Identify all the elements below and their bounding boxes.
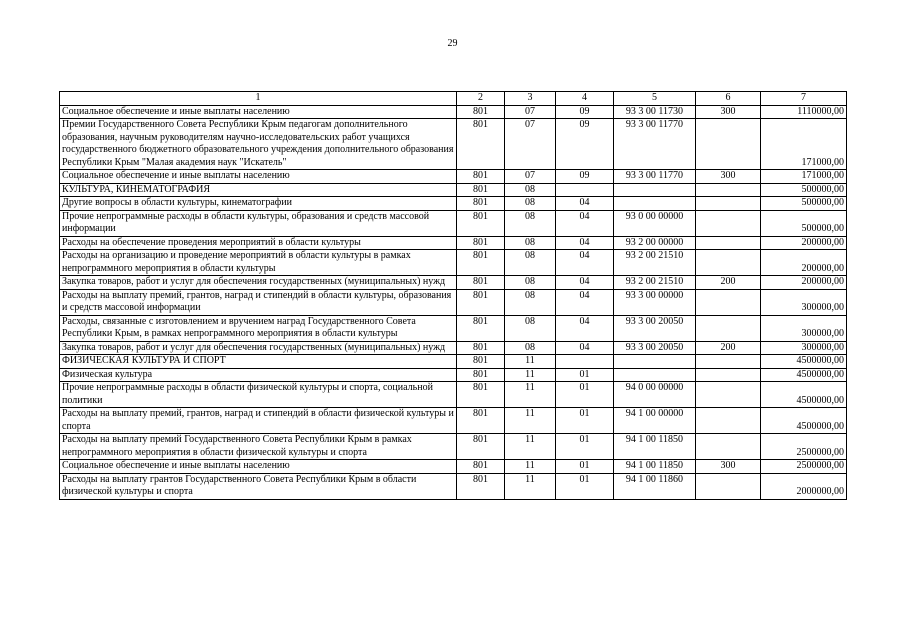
row-description: Расходы на выплату грантов Государственного Совета Республики Крым в области физической культуры и спорта [60, 473, 457, 499]
row-target-article [614, 183, 696, 197]
row-ministry-code: 801 [457, 355, 505, 369]
row-expense-type [696, 210, 761, 236]
table-row [60, 105, 847, 119]
row-target-article [614, 355, 696, 369]
row-expense-type [696, 236, 761, 250]
row-subsection-code: 04 [556, 341, 614, 355]
row-target-article [614, 197, 696, 211]
row-amount: 200000,00 [761, 236, 847, 250]
header-col-3: 3 [505, 92, 556, 106]
table-row [60, 210, 847, 236]
row-section-code: 08 [505, 250, 556, 276]
row-section-code: 11 [505, 355, 556, 369]
row-description: Расходы на выплату премий, грантов, наград и стипендий в области физической культуры и спорта [60, 408, 457, 434]
row-expense-type [696, 355, 761, 369]
row-subsection-code [556, 183, 614, 197]
row-subsection-code: 01 [556, 382, 614, 408]
budget-table [59, 91, 847, 500]
row-target-article: 94 1 00 11860 [614, 473, 696, 499]
row-subsection-code: 09 [556, 119, 614, 170]
row-section-code: 11 [505, 408, 556, 434]
row-description: Прочие непрограммные расходы в области культуры, образования и средств массовой информации [60, 210, 457, 236]
row-subsection-code: 04 [556, 197, 614, 211]
header-col-2: 2 [457, 92, 505, 106]
row-amount: 2500000,00 [761, 460, 847, 474]
row-description: КУЛЬТУРА, КИНЕМАТОГРАФИЯ [60, 183, 457, 197]
row-amount: 4500000,00 [761, 408, 847, 434]
row-ministry-code: 801 [457, 368, 505, 382]
row-description: Закупка товаров, работ и услуг для обеспечения государственных (муниципальных) нужд [60, 276, 457, 290]
row-amount: 1110000,00 [761, 105, 847, 119]
row-ministry-code: 801 [457, 382, 505, 408]
row-amount: 300000,00 [761, 289, 847, 315]
row-target-article: 93 3 00 11770 [614, 119, 696, 170]
row-subsection-code: 01 [556, 408, 614, 434]
row-target-article: 93 3 00 11770 [614, 170, 696, 184]
row-amount: 200000,00 [761, 250, 847, 276]
row-amount: 300000,00 [761, 315, 847, 341]
row-ministry-code: 801 [457, 341, 505, 355]
table-row [60, 119, 847, 170]
header-col-4: 4 [556, 92, 614, 106]
row-expense-type [696, 368, 761, 382]
page-number: 29 [447, 38, 458, 49]
row-expense-type [696, 382, 761, 408]
row-target-article: 93 2 00 00000 [614, 236, 696, 250]
header-col-6: 6 [696, 92, 761, 106]
row-amount: 2500000,00 [761, 434, 847, 460]
row-ministry-code: 801 [457, 408, 505, 434]
header-col-1: 1 [60, 92, 457, 106]
row-expense-type [696, 119, 761, 170]
row-section-code: 11 [505, 382, 556, 408]
row-section-code: 08 [505, 183, 556, 197]
table-row [60, 408, 847, 434]
row-target-article: 93 2 00 21510 [614, 250, 696, 276]
row-expense-type: 300 [696, 105, 761, 119]
row-subsection-code: 01 [556, 473, 614, 499]
row-subsection-code: 09 [556, 170, 614, 184]
row-description: Премии Государственного Совета Республики Крым педагогам дополнительного образования, научным руководителям научно-исследовательских работ учащихся государственного бюджетного образовательного учреждения дополнительного образования Республики Крым "Малая академия наук "Искатель" [60, 119, 457, 170]
row-description: Расходы на обеспечение проведения мероприятий в области культуры [60, 236, 457, 250]
row-section-code: 11 [505, 460, 556, 474]
row-amount: 300000,00 [761, 341, 847, 355]
row-subsection-code: 04 [556, 315, 614, 341]
row-target-article: 93 3 00 20050 [614, 341, 696, 355]
row-description: Закупка товаров, работ и услуг для обеспечения государственных (муниципальных) нужд [60, 341, 457, 355]
row-description: Прочие непрограммные расходы в области физической культуры и спорта, социальной политики [60, 382, 457, 408]
row-amount: 500000,00 [761, 197, 847, 211]
row-description: Расходы на организацию и проведение мероприятий в области культуры в рамках непрограммного мероприятия в области культуры [60, 250, 457, 276]
row-target-article: 94 1 00 11850 [614, 460, 696, 474]
header-col-5: 5 [614, 92, 696, 106]
row-ministry-code: 801 [457, 105, 505, 119]
row-amount: 171000,00 [761, 119, 847, 170]
row-expense-type [696, 434, 761, 460]
row-ministry-code: 801 [457, 250, 505, 276]
row-target-article: 93 3 00 11730 [614, 105, 696, 119]
table-row [60, 289, 847, 315]
row-expense-type [696, 183, 761, 197]
row-description: ФИЗИЧЕСКАЯ КУЛЬТУРА И СПОРТ [60, 355, 457, 369]
row-expense-type [696, 473, 761, 499]
row-expense-type: 200 [696, 276, 761, 290]
row-subsection-code: 04 [556, 250, 614, 276]
row-ministry-code: 801 [457, 236, 505, 250]
row-amount: 4500000,00 [761, 368, 847, 382]
row-target-article: 93 3 00 20050 [614, 315, 696, 341]
table-row [60, 183, 847, 197]
row-subsection-code: 04 [556, 276, 614, 290]
row-section-code: 07 [505, 119, 556, 170]
table-row [60, 197, 847, 211]
row-section-code: 08 [505, 210, 556, 236]
row-ministry-code: 801 [457, 276, 505, 290]
row-subsection-code: 04 [556, 236, 614, 250]
row-ministry-code: 801 [457, 210, 505, 236]
row-target-article: 94 1 00 11850 [614, 434, 696, 460]
row-section-code: 08 [505, 315, 556, 341]
row-description: Физическая культура [60, 368, 457, 382]
row-target-article [614, 368, 696, 382]
table-row [60, 382, 847, 408]
row-description: Социальное обеспечение и иные выплаты населению [60, 170, 457, 184]
row-description: Другие вопросы в области культуры, кинематографии [60, 197, 457, 211]
row-ministry-code: 801 [457, 119, 505, 170]
row-amount: 500000,00 [761, 210, 847, 236]
row-amount: 200000,00 [761, 276, 847, 290]
row-expense-type [696, 289, 761, 315]
row-subsection-code: 04 [556, 210, 614, 236]
row-ministry-code: 801 [457, 434, 505, 460]
row-target-article: 93 2 00 21510 [614, 276, 696, 290]
row-subsection-code: 01 [556, 460, 614, 474]
row-expense-type: 200 [696, 341, 761, 355]
row-section-code: 11 [505, 434, 556, 460]
row-target-article: 93 3 00 00000 [614, 289, 696, 315]
row-target-article: 94 1 00 00000 [614, 408, 696, 434]
row-subsection-code: 01 [556, 434, 614, 460]
row-subsection-code: 01 [556, 368, 614, 382]
table-row [60, 315, 847, 341]
row-section-code: 07 [505, 105, 556, 119]
table-row [60, 236, 847, 250]
row-section-code: 11 [505, 368, 556, 382]
row-amount: 171000,00 [761, 170, 847, 184]
table-row [60, 368, 847, 382]
row-description: Расходы на выплату премий, грантов, наград и стипендий в области культуры, образования и средств массовой информации [60, 289, 457, 315]
row-expense-type [696, 408, 761, 434]
row-expense-type: 300 [696, 170, 761, 184]
table-row [60, 434, 847, 460]
table-row [60, 341, 847, 355]
row-target-article: 94 0 00 00000 [614, 382, 696, 408]
row-ministry-code: 801 [457, 460, 505, 474]
row-section-code: 08 [505, 236, 556, 250]
row-target-article: 93 0 00 00000 [614, 210, 696, 236]
table-row [60, 460, 847, 474]
table-row [60, 250, 847, 276]
table-row [60, 473, 847, 499]
row-description: Расходы на выплату премий Государственного Совета Республики Крым в рамках непрограммного мероприятия в области физической культуры и спорта [60, 434, 457, 460]
row-subsection-code [556, 355, 614, 369]
row-subsection-code: 04 [556, 289, 614, 315]
row-section-code: 08 [505, 197, 556, 211]
row-expense-type [696, 315, 761, 341]
row-section-code: 11 [505, 473, 556, 499]
row-section-code: 08 [505, 289, 556, 315]
row-expense-type: 300 [696, 460, 761, 474]
table-row [60, 355, 847, 369]
row-ministry-code: 801 [457, 170, 505, 184]
row-subsection-code: 09 [556, 105, 614, 119]
row-expense-type [696, 250, 761, 276]
row-amount: 2000000,00 [761, 473, 847, 499]
row-expense-type [696, 197, 761, 211]
table-header-row [60, 92, 847, 106]
row-section-code: 08 [505, 341, 556, 355]
row-ministry-code: 801 [457, 183, 505, 197]
header-col-7: 7 [761, 92, 847, 106]
table-row [60, 276, 847, 290]
row-amount: 500000,00 [761, 183, 847, 197]
row-section-code: 08 [505, 276, 556, 290]
row-amount: 4500000,00 [761, 382, 847, 408]
row-ministry-code: 801 [457, 315, 505, 341]
row-amount: 4500000,00 [761, 355, 847, 369]
row-description: Социальное обеспечение и иные выплаты населению [60, 105, 457, 119]
table-row [60, 170, 847, 184]
row-ministry-code: 801 [457, 473, 505, 499]
row-description: Социальное обеспечение и иные выплаты населению [60, 460, 457, 474]
row-ministry-code: 801 [457, 197, 505, 211]
row-section-code: 07 [505, 170, 556, 184]
row-ministry-code: 801 [457, 289, 505, 315]
row-description: Расходы, связанные с изготовлением и вручением наград Государственного Совета Республики Крым, в рамках непрограммного мероприятия в области культуры [60, 315, 457, 341]
